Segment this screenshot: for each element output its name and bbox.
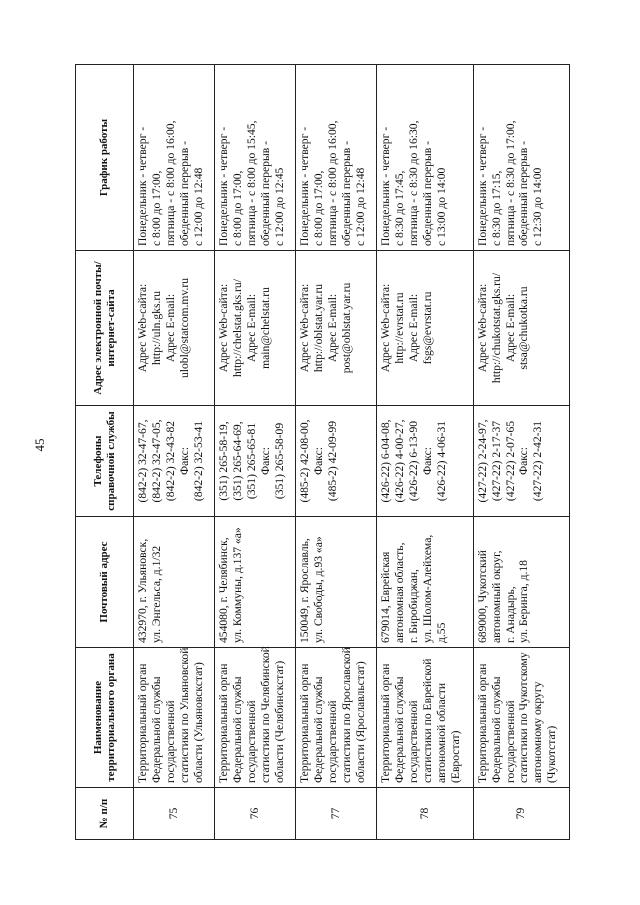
cell-line: http://evrstat.ru xyxy=(393,292,407,364)
cell-line: государственной xyxy=(163,700,177,783)
cell-line: государственной xyxy=(326,700,340,783)
phones-cell xyxy=(296,406,377,517)
cell-line: с 12:00 до 12:48 xyxy=(353,167,367,246)
cell-line: main@chelstat.ru xyxy=(258,287,272,369)
cell-line: Федеральной службы xyxy=(149,676,163,783)
row-number: 77 xyxy=(296,788,377,840)
cell-line: с 12:00 до 12:45 xyxy=(272,167,286,246)
body-name-cell xyxy=(473,648,569,788)
schedule-cell xyxy=(377,65,473,251)
cell-line: с 12:30 до 14:00 xyxy=(531,167,545,246)
table-row xyxy=(215,65,296,840)
cell-line: ул. Шолом-Алейхема, xyxy=(421,534,435,643)
body-name-cell xyxy=(377,648,473,788)
cell-line: обеденный перерыв - xyxy=(340,141,353,246)
phones-cell xyxy=(377,406,473,517)
email-web-cell xyxy=(296,251,377,406)
cell-line: Понедельник - четверг - xyxy=(217,126,231,246)
cell-line: (351) 265-58-19, xyxy=(217,421,231,501)
cell-line: области (Ульяновскстат) xyxy=(191,662,205,783)
schedule-cell xyxy=(215,65,296,251)
cell-line: д.55 xyxy=(435,622,449,643)
phones-cell xyxy=(473,406,569,517)
cell-line: статистики по Еврейской xyxy=(421,658,435,783)
cell-line: пятница - с 8:00 до 15:45, xyxy=(244,120,258,246)
phones-cell xyxy=(134,406,215,517)
cell-line: Факс: xyxy=(258,446,272,476)
header-address: Почтовый адрес xyxy=(76,517,134,648)
cell-line: Понедельник - четверг - xyxy=(379,126,393,246)
schedule-cell xyxy=(134,65,215,251)
cell-line: Понедельник - четверг - xyxy=(475,126,489,246)
cell-line: (842-2) 32-43-82 xyxy=(163,420,177,502)
cell-line: Факс: xyxy=(177,446,191,476)
email-web-cell xyxy=(473,251,569,406)
table-row xyxy=(296,65,377,840)
header-name: Наименование территориального органа xyxy=(76,648,134,788)
cell-line: (842-2) 32-47-67, xyxy=(136,419,149,503)
table-row xyxy=(377,65,473,840)
cell-line: обеденный перерыв - xyxy=(177,141,191,246)
cell-line: Федеральной службы xyxy=(489,676,503,783)
cell-line: государственной xyxy=(503,700,517,783)
cell-line: Федеральной службы xyxy=(231,676,245,783)
cell-line: Территориальный орган xyxy=(379,663,393,783)
cell-line: Федеральной службы xyxy=(312,676,326,783)
header-schedule: График работы xyxy=(76,65,134,251)
cell-line: области (Челябинскстат) xyxy=(272,660,286,783)
cell-line: статистики по Ярославской xyxy=(340,647,353,783)
header-number: № п/п xyxy=(76,788,134,840)
cell-line: ул. Свободы, д.93 «а» xyxy=(312,536,326,643)
phones-cell xyxy=(215,406,296,517)
cell-line: ул. Коммуны, д.137 «а» xyxy=(231,527,245,643)
cell-line: stsa@chukotka.ru xyxy=(517,286,531,370)
cell-line: Понедельник - четверг - xyxy=(298,126,312,246)
cell-line: http://chukotstat.gks.ru/ xyxy=(489,272,503,384)
body-name-cell xyxy=(296,648,377,788)
cell-line: ул. Беринга, д.18 xyxy=(517,560,531,643)
cell-line: области (Ярославльстат) xyxy=(353,661,367,783)
email-web-cell xyxy=(215,251,296,406)
postal-address-cell xyxy=(296,517,377,648)
cell-line: автономный округ, xyxy=(489,550,503,643)
cell-line: с 8:00 до 17:00, xyxy=(149,170,163,246)
cell-line: с 8:30 до 17:45, xyxy=(393,170,407,246)
cell-line: (426-22) 4-06-31 xyxy=(435,420,449,502)
cell-line: Адрес E-mail: xyxy=(326,293,340,363)
cell-line: с 8:30 до 17:15, xyxy=(489,170,503,246)
cell-line: http://uln.gks.ru xyxy=(149,290,163,366)
cell-line: (427-22) 2-07-65 xyxy=(503,420,517,502)
cell-line: (427-22) 2-17-37 xyxy=(489,420,503,502)
email-web-cell xyxy=(377,251,473,406)
cell-line: Адрес Web-сайта: xyxy=(298,283,312,373)
cell-line: Федеральной службы xyxy=(393,676,407,783)
cell-line: государственной xyxy=(407,700,421,783)
cell-line: Адрес Web-сайта: xyxy=(217,283,231,373)
cell-line: Адрес E-mail: xyxy=(163,293,177,363)
row-number: 78 xyxy=(377,788,473,840)
cell-line: обеденный перерыв - xyxy=(517,141,531,246)
cell-line: (427-22) 2-24-97, xyxy=(475,419,489,503)
cell-line: post@oblstat.yar.ru xyxy=(340,282,353,374)
schedule-cell xyxy=(473,65,569,251)
table-row xyxy=(134,65,215,840)
cell-line: статистики по Ульяновской xyxy=(177,647,191,783)
page-number: 45 xyxy=(32,438,47,452)
cell-line: ulobl@statcom.mv.ru xyxy=(177,277,191,379)
cell-line: (427-22) 2-42-31 xyxy=(531,420,545,502)
postal-address-cell xyxy=(473,517,569,648)
cell-line: (351) 265-65-81 xyxy=(244,422,258,500)
cell-line: Понедельник - четверг - xyxy=(136,126,149,246)
cell-line: 150049, г. Ярославль, xyxy=(298,538,312,643)
cell-line: (426-22) 6-04-08, xyxy=(379,419,393,503)
cell-line: 454080, г. Челябинск, xyxy=(217,537,231,643)
body-name-cell xyxy=(215,648,296,788)
row-number: 76 xyxy=(215,788,296,840)
territorial-bodies-table xyxy=(75,64,570,840)
cell-line: пятница - с 8:00 до 16:00, xyxy=(326,120,340,246)
cell-line: (426-22) 4-00-27, xyxy=(393,419,407,503)
postal-address-cell xyxy=(134,517,215,648)
cell-line: обеденный перерыв - xyxy=(421,141,435,246)
cell-line: (842-2) 32-47-05, xyxy=(149,419,163,503)
table-header-row xyxy=(76,65,134,840)
cell-line: (Евростат) xyxy=(448,730,462,783)
cell-line: автономной области xyxy=(435,682,449,783)
cell-line: (351) 265-58-09 xyxy=(272,422,286,500)
cell-line: ул. Энгельса, д.1/32 xyxy=(149,545,163,643)
cell-line: (485-2) 42-08-00, xyxy=(298,419,312,503)
cell-line: http://chelstat.gks.ru/ xyxy=(231,279,245,377)
cell-line: Факс: xyxy=(312,446,326,476)
rotated-table-wrapper xyxy=(75,65,570,840)
cell-line: г. Анадырь, xyxy=(503,586,517,643)
cell-line: Факс: xyxy=(421,446,435,476)
cell-line: Территориальный орган xyxy=(217,663,231,783)
cell-line: 689000, Чукотский xyxy=(475,550,489,643)
cell-line: http://oblstat.yar.ru xyxy=(312,283,326,373)
cell-line: Адрес Web-сайта: xyxy=(136,283,149,373)
cell-line: пятница - с 8:30 до 17:00, xyxy=(503,120,517,246)
cell-line: Территориальный орган xyxy=(136,663,149,783)
cell-line: обеденный перерыв - xyxy=(258,141,272,246)
cell-line: пятница - с 8:30 до 16:30, xyxy=(407,120,421,246)
table-row xyxy=(473,65,569,840)
cell-line: пятница - с 8:00 до 16:00, xyxy=(163,120,177,246)
cell-line: Адрес Web-сайта: xyxy=(475,283,489,373)
cell-line: с 8:00 до 17:00, xyxy=(231,170,245,246)
cell-line: Территориальный орган xyxy=(475,663,489,783)
body-name-cell xyxy=(134,648,215,788)
cell-line: с 13:00 до 14:00 xyxy=(435,167,449,246)
cell-line: (Чукотстат) xyxy=(545,725,559,783)
header-phones: Телефоны справочной службы xyxy=(76,406,134,517)
cell-line: Адрес Web-сайта: xyxy=(379,283,393,373)
cell-line: Адрес E-mail: xyxy=(503,293,517,363)
cell-line: автономная область, xyxy=(393,542,407,643)
cell-line: с 8:00 до 17:00, xyxy=(312,170,326,246)
header-email-web: Адрес электронной почты/ интернет-сайта xyxy=(76,251,134,406)
cell-line: (351) 265-64-69, xyxy=(231,421,245,501)
cell-line: статистики по Челябинской xyxy=(258,646,272,783)
row-number: 75 xyxy=(134,788,215,840)
postal-address-cell xyxy=(377,517,473,648)
schedule-cell xyxy=(296,65,377,251)
cell-line: (426-22) 6-13-90 xyxy=(407,420,421,502)
email-web-cell xyxy=(134,251,215,406)
cell-line: статистики по Чукотскому xyxy=(517,652,531,783)
cell-line: государственной xyxy=(244,700,258,783)
cell-line: г. Биробиджан, xyxy=(407,569,421,643)
cell-line: (842-2) 32-53-41 xyxy=(191,420,205,502)
cell-line: 679014, Еврейская xyxy=(379,551,393,643)
cell-line: fsgs@evrstat.ru xyxy=(421,291,435,365)
cell-line: с 12:00 до 12:48 xyxy=(191,167,205,246)
cell-line: Территориальный орган xyxy=(298,663,312,783)
cell-line: автономному округу xyxy=(531,681,545,783)
cell-line: Факс: xyxy=(517,446,531,476)
cell-line: Адрес E-mail: xyxy=(244,293,258,363)
cell-line: 432970, г. Ульяновск, xyxy=(136,538,149,643)
postal-address-cell xyxy=(215,517,296,648)
cell-line: Адрес E-mail: xyxy=(407,293,421,363)
cell-line: (485-2) 42-09-99 xyxy=(326,420,340,502)
row-number: 79 xyxy=(473,788,569,840)
